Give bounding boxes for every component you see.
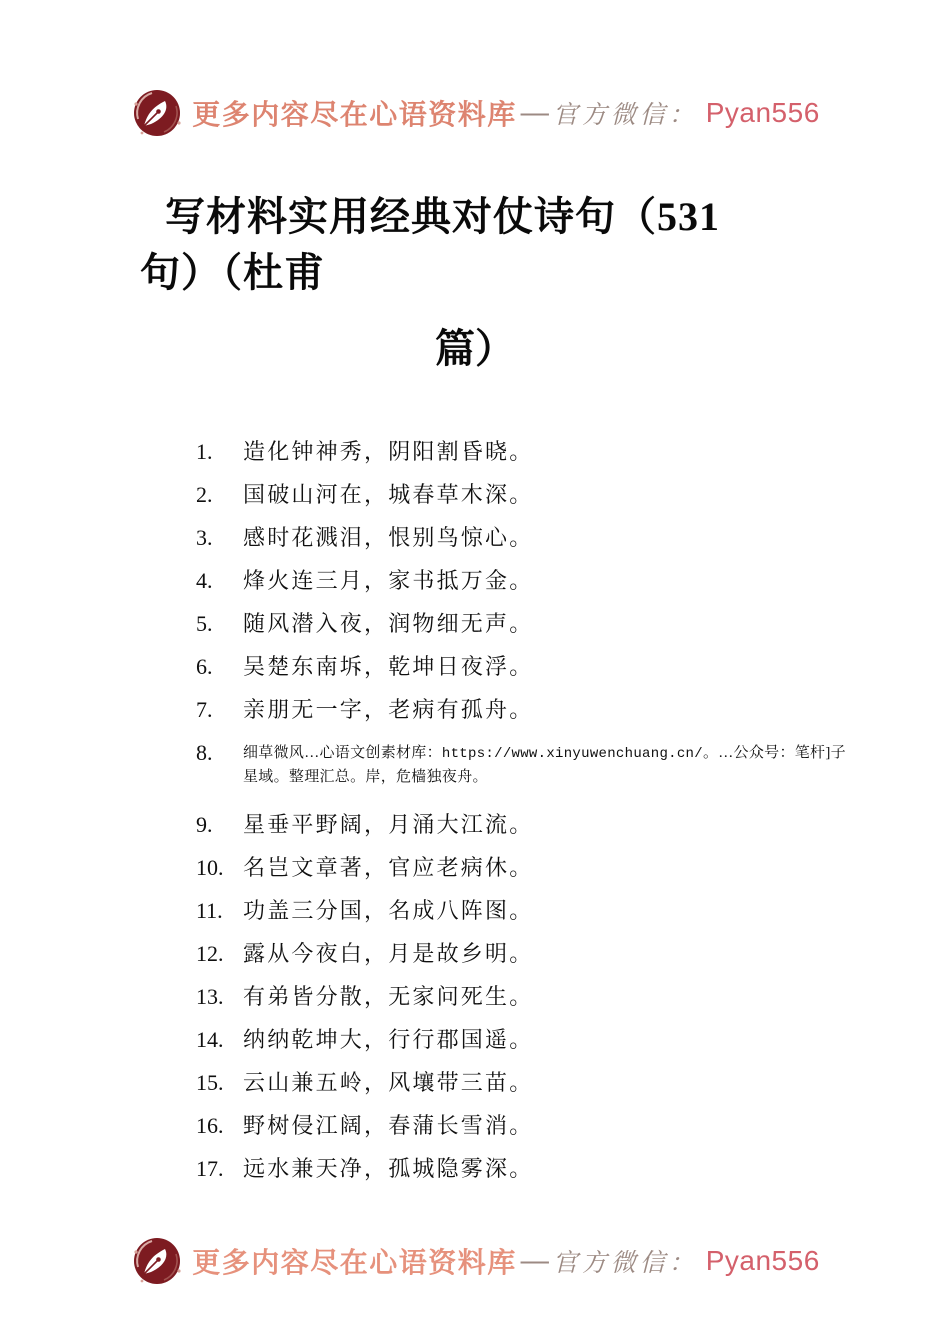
brand-logo-icon [130,1234,184,1288]
item-text: 随风潜入夜，润物细无声。 [243,611,534,636]
list-item [196,1112,866,1140]
list-item [196,653,866,681]
item-text: 吴楚东南坼，乾坤日夜浮。 [243,654,534,679]
watermark-prefix: 细草微风…心语文创素材库： [243,745,442,761]
item-number: 6. [196,654,213,679]
watermark-url: https://www.xinyuwenchuang.cn/ [441,746,703,762]
wechat-id: Pyan556 [705,97,820,128]
list-item [196,610,866,638]
brand-text: 更多内容尽在心语资料库 [192,1248,517,1279]
item-number: 7. [196,697,213,722]
item-text: 亲朋无一字，老病有孤舟。 [243,697,534,722]
brand-dash: — [520,97,549,128]
item-number: 8. [196,740,213,765]
item-text: 烽火连三月，家书抵万金。 [243,568,534,593]
item-text: 感时花溅泪，恨别鸟惊心。 [243,525,534,550]
item-text: 造化钟神秀，阴阳割昏晓。 [243,439,534,464]
item-text: 云山兼五岭，风壤带三苗。 [243,1070,534,1095]
item-number: 16. [196,1113,224,1138]
item-number: 15. [196,1070,224,1095]
item-text: 野树侵江阔，春蒲长雪消。 [243,1113,534,1138]
item-number: 13. [196,984,224,1009]
list-item [196,438,866,466]
poem-list [196,438,866,1198]
wechat-id: Pyan556 [705,1245,820,1276]
footer-banner [0,1234,950,1288]
list-item [196,1155,866,1183]
item-text: 远水兼天净，孤城隐雾深。 [243,1156,534,1181]
item-number: 2. [196,482,213,507]
item-text [243,739,858,789]
list-item [196,940,866,968]
page-title [140,189,720,301]
item-number: 4. [196,568,213,593]
item-number: 9. [196,812,213,837]
brand-logo-icon [130,86,184,140]
list-item [196,567,866,595]
list-item [196,854,866,882]
item-number: 12. [196,941,224,966]
item-number: 10. [196,855,224,880]
item-number: 17. [196,1156,224,1181]
brand-text: 更多内容尽在心语资料库 [192,100,517,131]
list-item-watermark [196,739,866,789]
item-text: 国破山河在，城春草木深。 [243,482,534,507]
item-text: 名岂文章著，官应老病休。 [243,855,534,880]
watermark-suffix: 。…公众号：笔杆]子星域。整理汇总。岸，危樯独夜舟。 [243,745,846,785]
list-item [196,811,866,839]
item-text: 露从今夜白，月是故乡明。 [243,941,534,966]
item-text: 有弟皆分散，无家问死生。 [243,984,534,1009]
list-item [196,897,866,925]
item-text: 纳纳乾坤大，行行郡国遥。 [243,1027,534,1052]
list-item [196,481,866,509]
title-line2: 句）（杜甫 [140,250,325,295]
item-number: 1. [196,439,213,464]
list-item [196,1069,866,1097]
item-number: 11. [196,898,223,923]
list-item [196,524,866,552]
title-line1: 写材料实用经典对仗诗句（531 [165,194,720,239]
title-line3: 篇） [435,326,515,371]
list-item [196,983,866,1011]
item-number: 3. [196,525,213,550]
header-banner [0,86,950,140]
brand-dash: — [520,1245,549,1276]
wechat-label: 官方微信： [552,102,698,129]
item-number: 5. [196,611,213,636]
list-item [196,696,866,724]
item-number: 14. [196,1027,224,1052]
item-text: 功盖三分国，名成八阵图。 [243,898,534,923]
list-item [196,1026,866,1054]
item-text: 星垂平野阔，月涌大江流。 [243,812,534,837]
wechat-label: 官方微信： [552,1250,698,1277]
